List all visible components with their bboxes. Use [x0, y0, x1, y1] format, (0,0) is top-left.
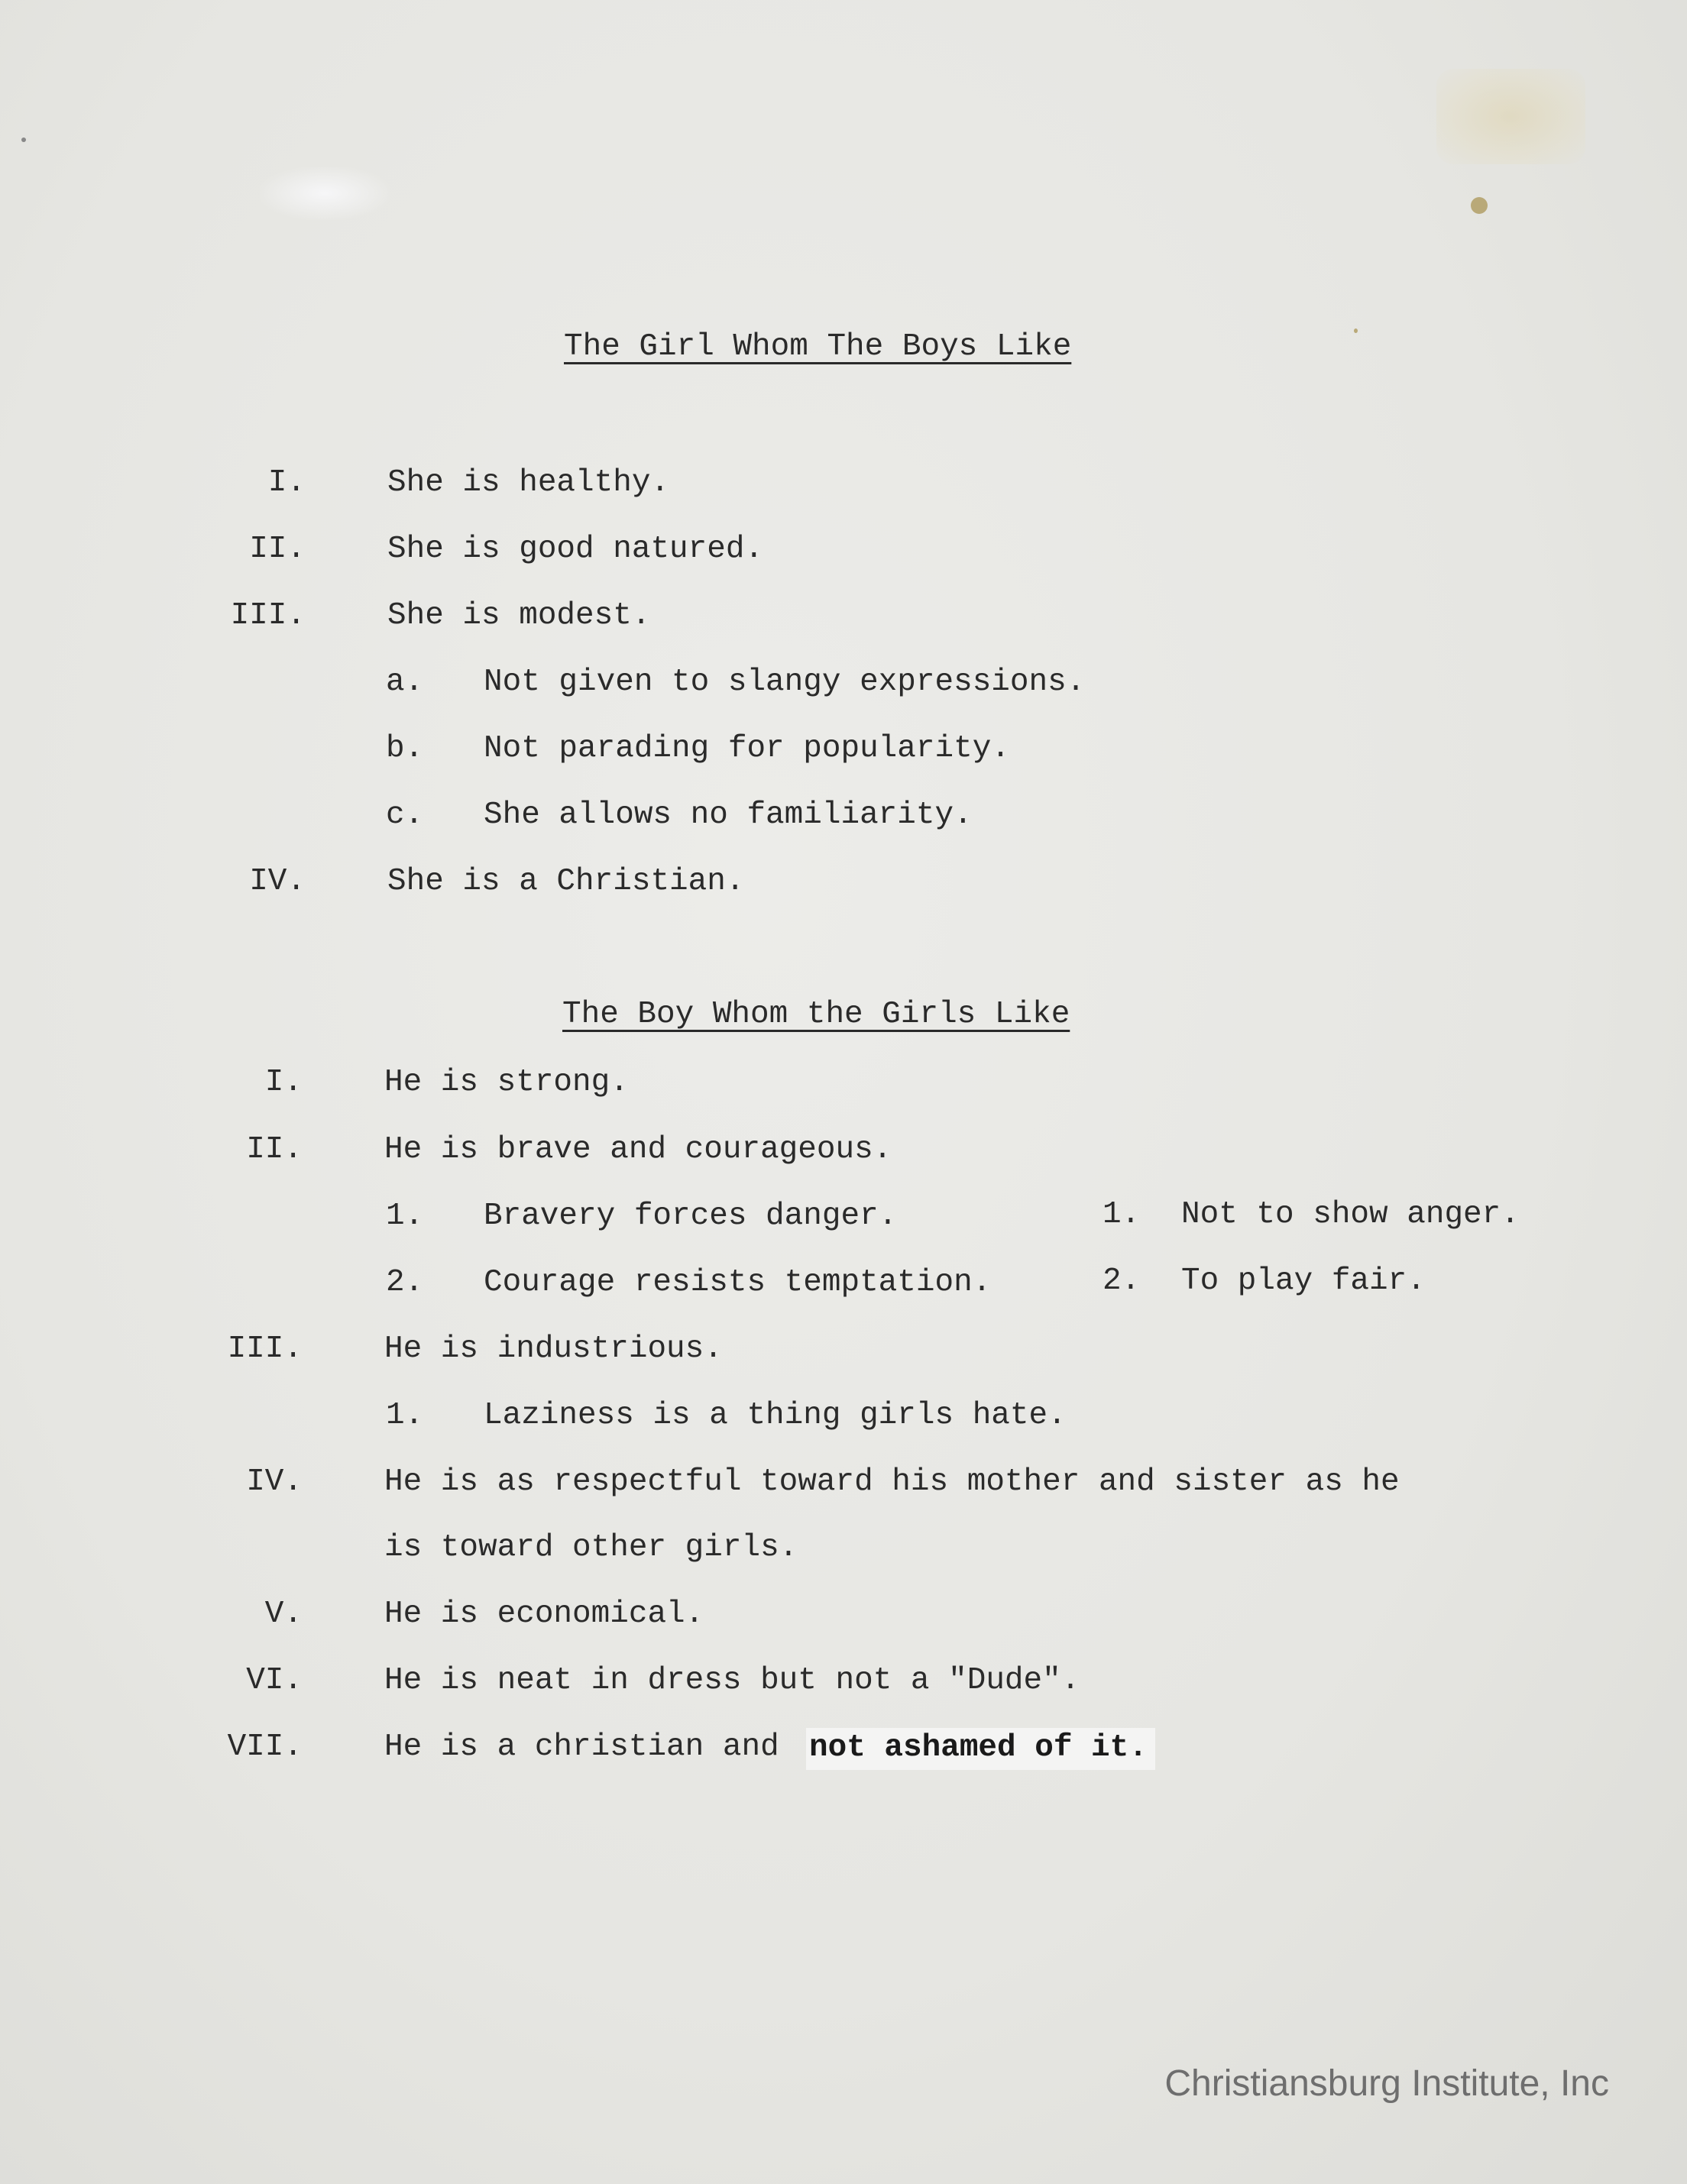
item-text: She is good natured. [387, 532, 764, 567]
item-number: I. [264, 1065, 303, 1100]
subitem-number: 1. [1103, 1197, 1141, 1232]
subitem-number: 2. [386, 1265, 424, 1300]
institution-watermark: Christiansburg Institute, Inc [1164, 2063, 1609, 2104]
item-text: She is modest. [387, 598, 651, 633]
paper-speck [21, 138, 26, 142]
subitem-text: To play fair. [1181, 1263, 1426, 1299]
item-text: She is healthy. [387, 465, 670, 500]
subitem-letter: c. [386, 798, 424, 833]
subitem-text: Courage resists temptation. [484, 1265, 992, 1300]
item-number: II. [246, 1132, 303, 1167]
subitem-text: Bravery forces danger. [484, 1199, 898, 1234]
subitem-text: Not given to slangy expressions. [484, 665, 1086, 700]
item-number: IV. [246, 1464, 303, 1500]
item-number: VII. [227, 1729, 303, 1765]
item-text: He is a christian and [384, 1729, 779, 1765]
item-number: II. [249, 532, 306, 567]
item-text: He is economical. [384, 1597, 704, 1632]
item-text: He is brave and courageous. [384, 1132, 892, 1167]
paper-speck [1354, 328, 1358, 333]
subitem-number: 1. [386, 1398, 424, 1433]
subitem-text: She allows no familiarity. [484, 798, 973, 833]
item-text: She is a Christian. [387, 864, 745, 899]
item-number: V. [264, 1597, 303, 1632]
item-number: I. [267, 465, 306, 500]
subitem-text: Not parading for popularity. [484, 731, 1010, 766]
section-title: The Boy Whom the Girls Like [562, 997, 1070, 1032]
subitem-letter: a. [386, 665, 424, 700]
paper-spot [1471, 197, 1488, 214]
section-title: The Girl Whom The Boys Like [564, 329, 1072, 364]
subitem-text: Laziness is a thing girls hate. [484, 1398, 1067, 1433]
item-number: IV. [249, 864, 306, 899]
item-number: III. [227, 1331, 303, 1367]
subitem-number: 1. [386, 1199, 424, 1234]
pasted-correction-strip: not ashamed of it. [806, 1728, 1155, 1770]
item-text: He is as respectful toward his mother and sister as he [384, 1464, 1400, 1500]
subitem-text: Not to show anger. [1181, 1197, 1520, 1232]
subitem-letter: b. [386, 731, 424, 766]
paper-stain [1436, 69, 1585, 164]
subitem-number: 2. [1103, 1263, 1141, 1299]
item-text-continued: is toward other girls. [384, 1530, 798, 1565]
item-text: He is neat in dress but not a "Dude". [384, 1663, 1080, 1698]
item-number: VI. [246, 1663, 303, 1698]
item-number: III. [230, 598, 306, 633]
paper-smudge [260, 167, 390, 220]
item-text: He is industrious. [384, 1331, 723, 1367]
item-text: He is strong. [384, 1065, 629, 1100]
